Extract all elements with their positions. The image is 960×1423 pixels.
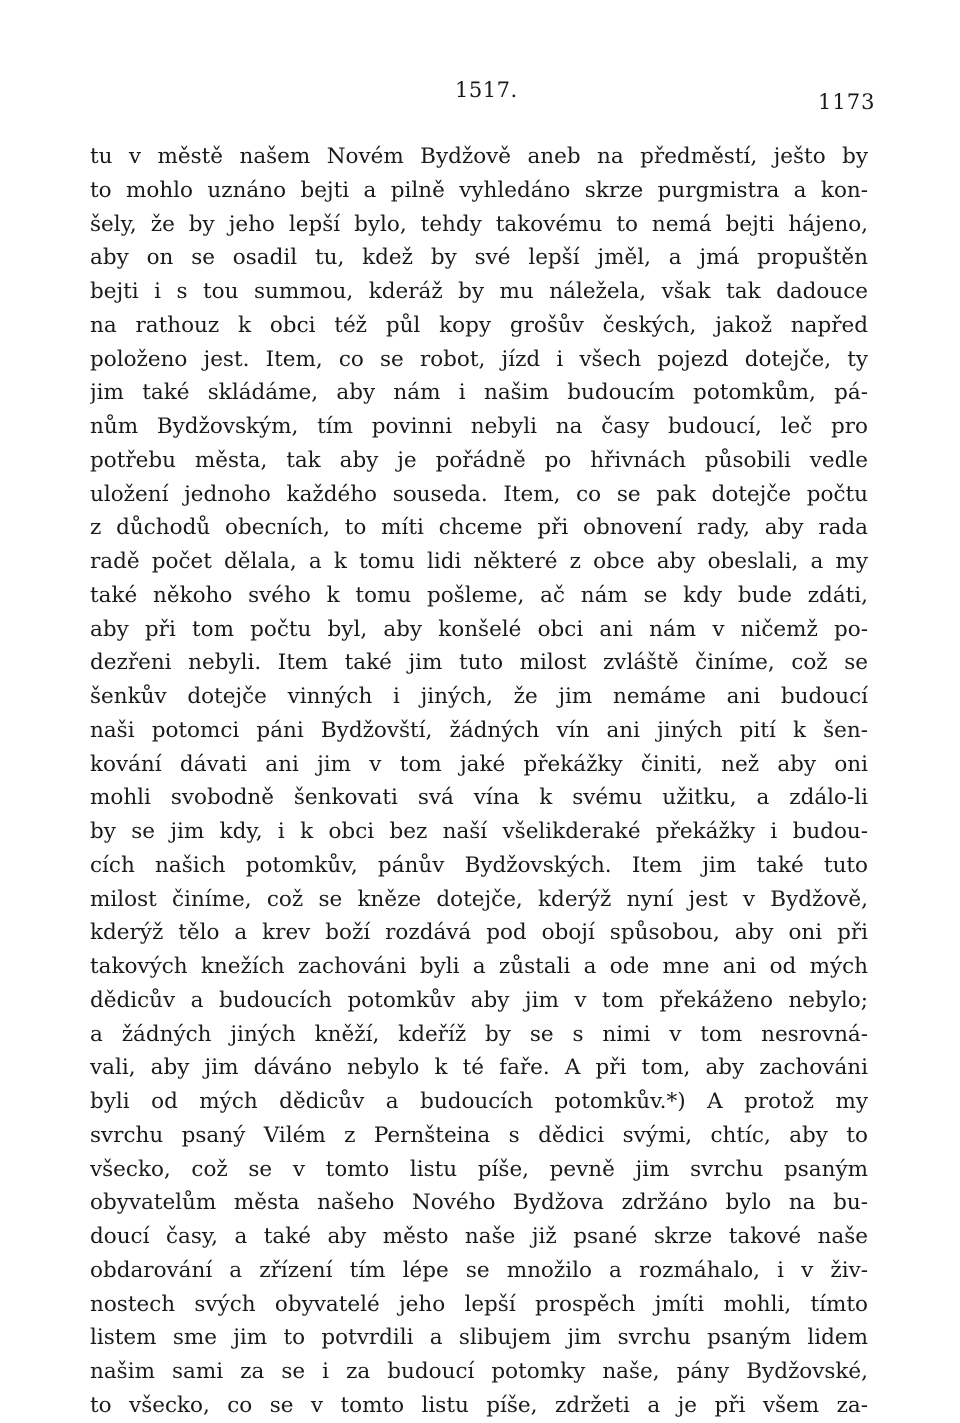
text-line: položeno jest. Item, co se robot, jízd i všech pojezd dotejče, ty xyxy=(90,346,868,372)
text-line: dezřeni nebyli. Item také jim tuto milost zvláště činíme, což se xyxy=(90,650,868,676)
year-heading: 1517. xyxy=(455,78,518,102)
text-line: také někoho svého k tomu pošleme, ač nám se kdy bude zdáti, xyxy=(90,582,868,608)
text-line: to všecko, co se v tomto listu píše, zdržeti a je při všem za- xyxy=(90,1392,868,1418)
text-line: nostech svých obyvatelé jeho lepší prospěch jmíti mohli, tímto xyxy=(90,1291,868,1317)
text-line: vali, aby jim dáváno nebylo k té faře. A při tom, aby zachováni xyxy=(90,1055,868,1081)
text-line: byli od mých dědicův a budoucích potomkův.*) A protož my xyxy=(90,1089,868,1114)
text-line: uložení jednoho každého souseda. Item, co se pak dotejče počtu xyxy=(90,481,868,507)
text-line: šenkův dotejče vinných i jiných, že jim nemáme ani budoucí xyxy=(90,684,868,709)
text-line: jim také skládáme, aby nám i našim budoucím potomkům, pá- xyxy=(90,380,868,406)
text-line: by se jim kdy, i k obci bez naší všelikderaké překážky i budou- xyxy=(90,819,868,844)
text-line: to mohlo uznáno bejti a pilně vyhledáno skrze purgmistra a kon- xyxy=(90,177,868,203)
text-line: svrchu psaný Vilém z Pernšteina s dědici svými, chtíc, aby to xyxy=(90,1122,868,1148)
body-text xyxy=(90,140,868,1423)
text-line: mohli svobodně šenkovati svá vína k svému užitku, a zdálo-li xyxy=(90,785,868,811)
text-line: listem sme jim to potvrdili a slibujem jim svrchu psaným lidem xyxy=(90,1325,868,1351)
text-line: kderýž tělo a krev boží rozdává pod obojí spůsobou, aby oni při xyxy=(90,920,868,946)
page-header xyxy=(0,78,960,118)
text-line: tu v městě našem Novém Bydžově aneb na předměstí, ješto by xyxy=(90,144,868,169)
text-line: dědicův a budoucích potomkův aby jim v tom překáženo nebylo; xyxy=(90,987,868,1013)
text-line: a žádných jiných kněží, kdeříž by se s nimi v tom nesrovná- xyxy=(90,1021,868,1047)
text-line: milost činíme, což se kněze dotejče, kderýž nyní jest v Bydžově, xyxy=(90,886,868,912)
text-line: aby při tom počtu byl, aby konšelé obci ani nám v ničemž po- xyxy=(90,616,868,642)
text-line: obdarování a zřízení tím lépe se množilo a rozmáhalo, i v živ- xyxy=(90,1257,868,1283)
text-line: aby on se osadil tu, kdež by své lepší jměl, a jmá propuštěn xyxy=(90,245,868,271)
text-line: našim sami za se i za budoucí potomky naše, pány Bydžovské, xyxy=(90,1359,868,1384)
text-line: všecko, což se v tomto listu píše, pevně jim svrchu psaným xyxy=(90,1156,868,1182)
text-line: bejti i s tou summou, kderáž by mu náležela, však tak dadouce xyxy=(90,279,868,304)
text-line: kování dávati ani jim v tom jaké překážky činiti, než aby oni xyxy=(90,751,868,777)
text-line: z důchodů obecních, to míti chceme při obnovení rady, aby rada xyxy=(90,515,868,541)
text-line: nům Bydžovským, tím povinni nebyli na časy budoucí, leč pro xyxy=(90,414,868,439)
text-line: naši potomci páni Bydžovští, žádných vín ani jiných pití k šen- xyxy=(90,717,868,743)
text-line: na rathouz k obci též půl kopy grošův českých, jakož napřed xyxy=(90,312,868,338)
text-line: cích našich potomkův, pánův Bydžovských. Item jim také tuto xyxy=(90,852,868,878)
text-line: takových knežích zachováni byli a zůstali a ode mne ani od mých xyxy=(90,954,868,979)
page-number: 1173 xyxy=(818,90,876,114)
text-line: doucí časy, a také aby město naše již psané skrze takové naše xyxy=(90,1224,868,1249)
text-line: šely, že by jeho lepší bylo, tehdy takovému to nemá bejti háјeno, xyxy=(90,211,868,237)
text-line: obyvatelům města našeho Nového Bydžova zdržáno bylo na bu- xyxy=(90,1190,868,1216)
text-line: radě počet dělala, a k tomu lidi některé z obce aby obeslali, a my xyxy=(90,549,868,574)
text-line: potřebu města, tak aby je pořádně po hřivnách působili vedle xyxy=(90,447,868,473)
